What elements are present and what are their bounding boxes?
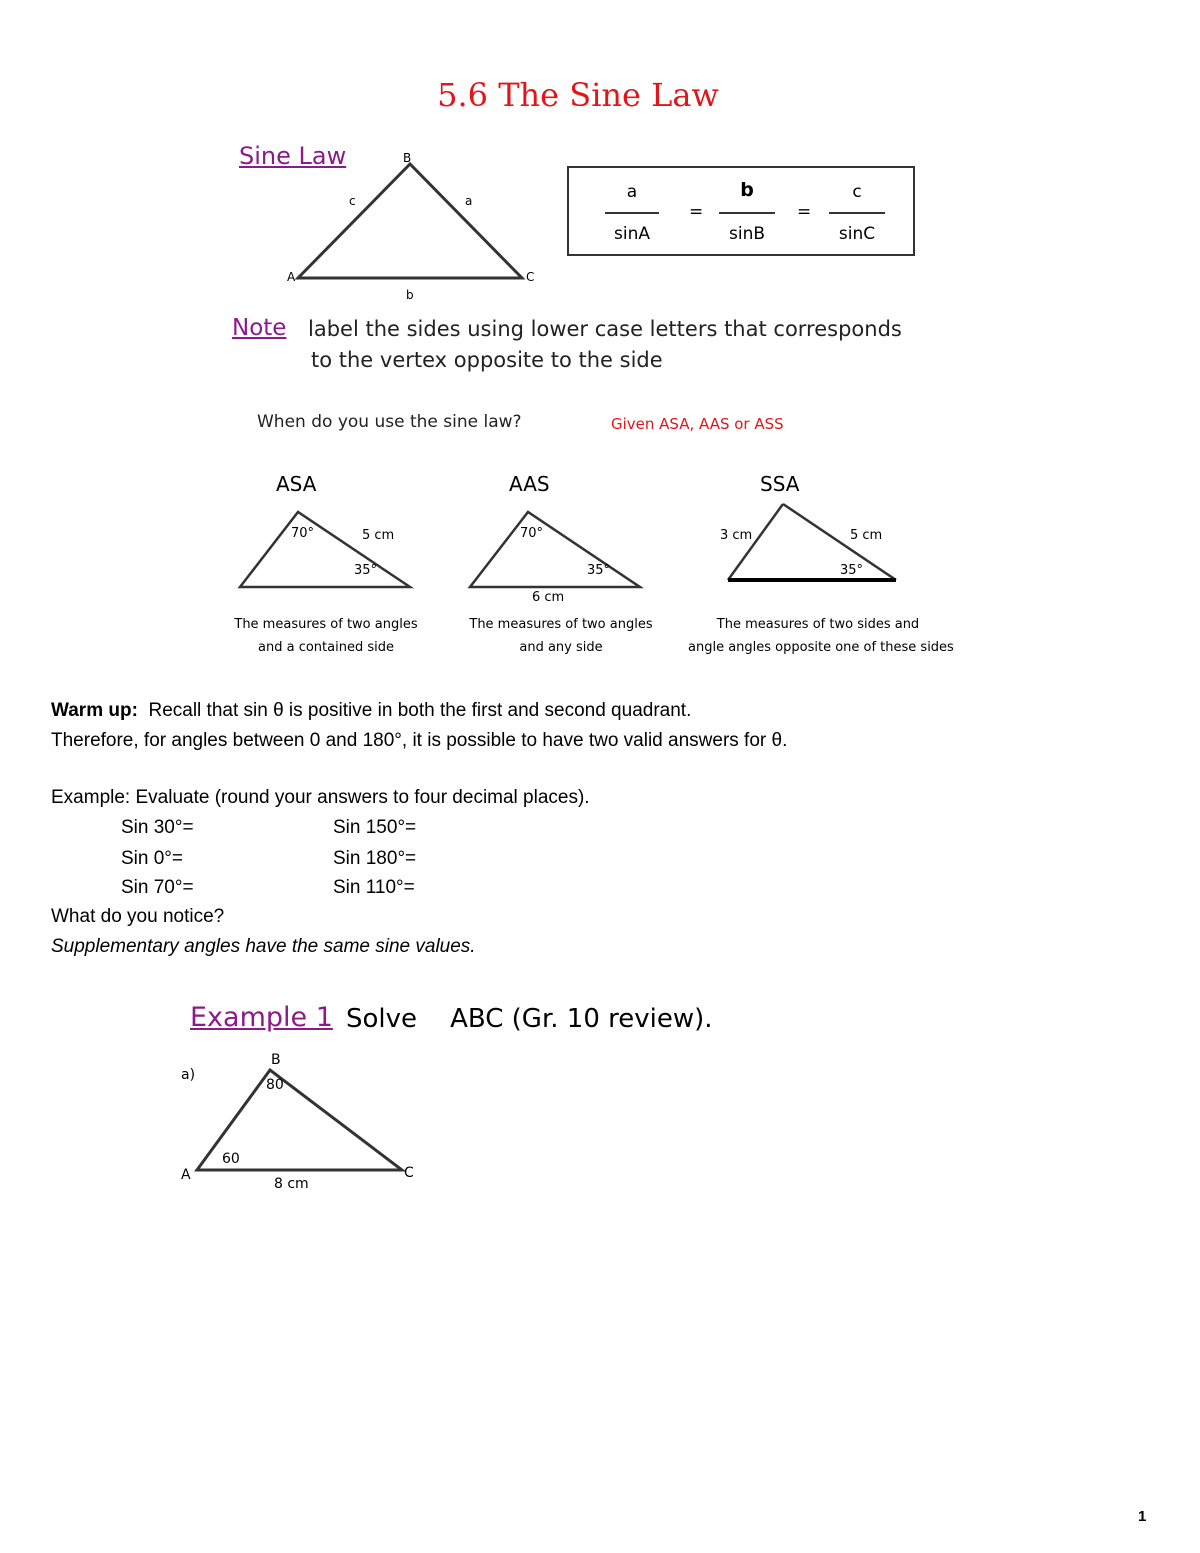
- aas-angle1: 70°: [520, 526, 544, 541]
- example1-vertex-c: C: [404, 1165, 414, 1181]
- side-c-label: c: [349, 194, 356, 208]
- sin30: Sin 30°=: [121, 817, 194, 838]
- warmup-text1: Recall that sin θ is positive in both the first and second quadrant.: [148, 700, 692, 721]
- ssa-side2: 5 cm: [850, 528, 883, 543]
- aas-title: AAS: [509, 472, 550, 496]
- when-answer: Given ASA, AAS or ASS: [611, 415, 784, 433]
- formula-equals-2: =: [797, 202, 812, 222]
- example1-text: Solve ABC (Gr. 10 review).: [346, 1004, 713, 1034]
- warmup-label: Warm up:: [51, 700, 138, 721]
- sine-law-formula-box: [567, 166, 915, 256]
- fraction-bar-a: [605, 212, 659, 214]
- formula-equals-1: =: [689, 202, 704, 222]
- asa-angle2: 35°: [354, 563, 378, 578]
- sin150: Sin 150°=: [333, 817, 417, 838]
- vertex-b-label: B: [403, 151, 412, 165]
- example1-vertex-b: B: [271, 1052, 281, 1068]
- formula-den-a: sinA: [614, 224, 650, 244]
- aas-angle2: 35°: [587, 563, 611, 578]
- page-title: 5.6 The Sine Law: [437, 76, 719, 114]
- asa-title: ASA: [276, 472, 317, 496]
- page-number: 1: [1138, 1508, 1147, 1525]
- aas-caption: [461, 613, 661, 659]
- warmup-line1: [51, 700, 691, 722]
- formula-num-b: b: [740, 179, 754, 201]
- note-line2: to the vertex opposite to the side: [311, 348, 663, 372]
- ssa-caption-line1: The measures of two sides and: [716, 617, 920, 632]
- sin70: Sin 70°=: [121, 877, 194, 898]
- aas-triangle: [470, 512, 640, 587]
- example1-part: a): [181, 1067, 196, 1083]
- aas-caption-line2: and any side: [519, 640, 603, 655]
- asa-caption-line1: The measures of two angles: [234, 617, 418, 632]
- note-label: Note: [232, 315, 287, 341]
- sine-law-triangle: [298, 164, 522, 278]
- ssa-caption: [688, 613, 954, 659]
- note-line1: label the sides using lower case letters that corresponds: [308, 317, 902, 341]
- fraction-bar-b: [719, 212, 775, 214]
- example-intro: Example: Evaluate (round your answers to four decimal places).: [51, 787, 590, 808]
- notice-question: What do you notice?: [51, 906, 225, 927]
- example1-label: Example 1: [190, 1002, 333, 1033]
- asa-angle1: 70°: [291, 526, 315, 541]
- formula-den-c: sinC: [838, 224, 876, 244]
- asa-caption-line2: and a contained side: [258, 640, 394, 655]
- formula-num-a: a: [626, 182, 638, 202]
- example1-angle-a: 60: [222, 1151, 240, 1167]
- ssa-title: SSA: [760, 472, 800, 496]
- sin180: Sin 180°=: [333, 848, 417, 869]
- vertex-a-label: A: [287, 270, 296, 284]
- when-question: When do you use the sine law?: [257, 412, 522, 432]
- notice-answer: Supplementary angles have the same sine values.: [51, 936, 476, 957]
- sin0: Sin 0°=: [121, 848, 184, 869]
- asa-caption: [226, 613, 426, 659]
- example1-vertex-a: A: [181, 1167, 191, 1183]
- aas-side: 6 cm: [532, 590, 565, 605]
- ssa-caption-line2: angle angles opposite one of these sides: [688, 640, 954, 655]
- formula-den-b: sinB: [728, 224, 766, 244]
- ssa-angle1: 35°: [840, 563, 864, 578]
- warmup-line2: Therefore, for angles between 0 and 180°, it is possible to have two valid answers for θ.: [51, 730, 788, 751]
- asa-side: 5 cm: [362, 528, 395, 543]
- aas-caption-line1: The measures of two angles: [469, 617, 653, 632]
- sine-law-heading: Sine Law: [239, 142, 347, 170]
- asa-triangle: [240, 512, 410, 587]
- example1-angle-b: 80: [266, 1077, 284, 1093]
- sin110: Sin 110°=: [333, 877, 415, 898]
- side-b-label: b: [406, 288, 414, 302]
- example1-side: 8 cm: [274, 1176, 309, 1192]
- ssa-side1: 3 cm: [720, 528, 753, 543]
- side-a-label: a: [465, 194, 473, 208]
- vertex-c-label: C: [526, 270, 535, 284]
- formula-num-c: c: [852, 182, 862, 202]
- fraction-bar-c: [829, 212, 885, 214]
